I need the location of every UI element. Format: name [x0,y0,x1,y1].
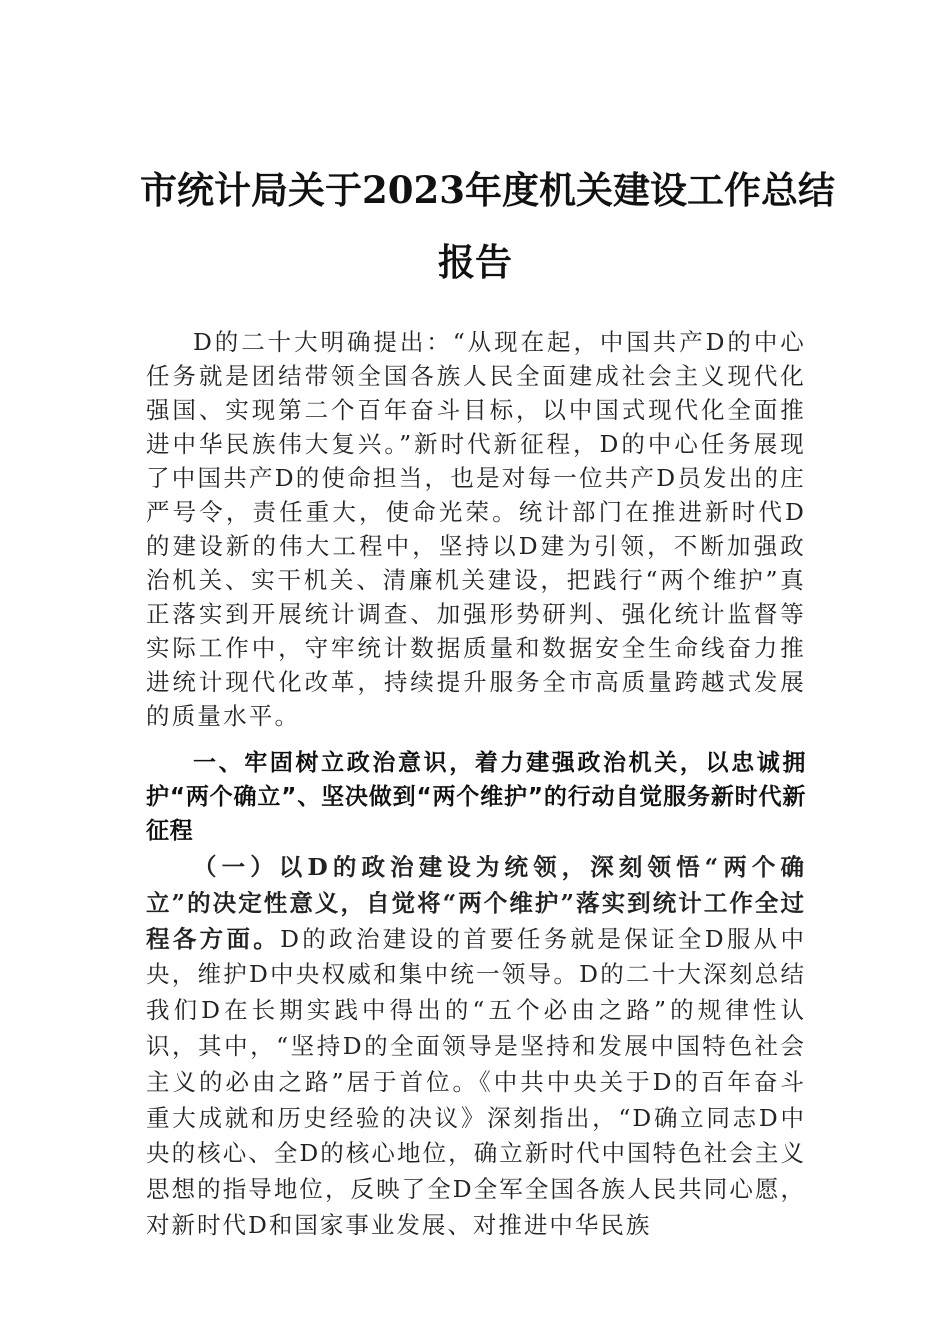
intro-paragraph: D的二十大明确提出：“从现在起，中国共产D的中心任务就是团结带领全国各族人民全面建成社会主义现代化强国、实现第二个百年奋斗目标，以中国式现代化全面推进中华民族伟大复兴。”新时代新征程，D的中心任务展现了中国共产D的使命担当，也是对每一位共产D员发出的庄严号令，责任重大，使命光荣。统计部门在推进新时代D的建设新的伟大工程中，坚持以D建为引领，不断加强政治机关、实干机关、清廉机关建设，把践行“两个维护”真正落实到开展统计调查、加强形势研判、强化统计监督等实际工作中，守牢统计数据质量和数据安全生命线奋力推进统计现代化改革，持续提升服务全市高质量跨越式发展的质量水平。 [146,328,806,730]
document-title-line-1: 市统计局关于2023年度机关建设工作总结 [140,168,835,212]
subsection-lead-sentence: （一）以D的政治建设为统领，深刻领悟“两个确立”的决定性意义，自觉将“两个维护”落实到统计工作全过程各方面。 [146,853,806,953]
subsection-body-text: D的政治建设的首要任务就是保证全D服从中央，维护D中央权威和集中统一领导。D的二十大深刻总结我们D在长期实践中得出的“五个必由之路”的规律性认识，其中，“坚持D的全面领导是坚持和发展中国特色社会主义的必由之路”居于首位。《中共中央关于D的百年奋斗重大成就和历史经验的决议》深刻指出，“D确立同志D中央的核心、全D的核心地位，确立新时代中国特色社会主义思想的指导地位，反映了全D全军全国各族人民共同心愿，对新时代D和国家事业发展、对推进中华民族 [146,924,807,1239]
section-heading-1: 一、牢固树立政治意识，着力建强政治机关，以忠诚拥护“两个确立”、坚决做到“两个维护”的行动自觉服务新时代新征程 [146,750,806,844]
document-title-line-2: 报告 [438,240,512,284]
subsection-paragraph-1 [146,850,806,1244]
